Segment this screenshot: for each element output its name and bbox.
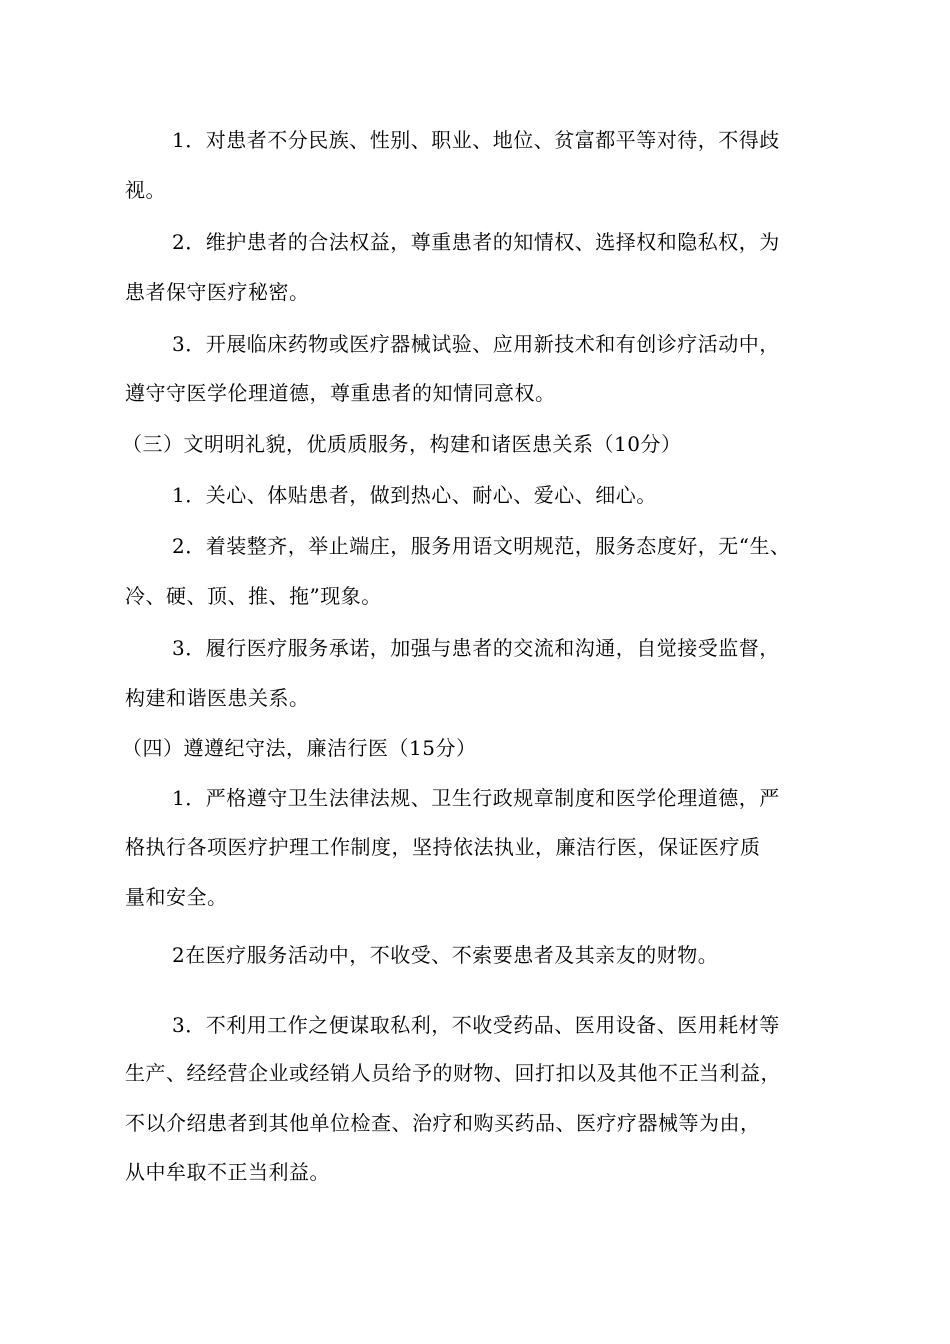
section4-item-1-line-2: 格执行各项医疗护理工作制度，坚持依法执业，廉洁行医，保证医疗质 [125,835,761,859]
section-heading-4: （四）遵遵纪守法，廉洁行医（15分） [122,736,477,760]
item-3-line-1: 3．开展临床药物或医疗器械试验、应用新技术和有创诊疗活动中， [172,332,780,356]
section4-item-1-line-3: 量和安全。 [125,885,228,909]
section4-item-3-line-4: 从中牟取不正当利益。 [125,1160,330,1184]
item-2-line-2: 患者保守医疗秘密。 [125,280,310,304]
section3-item-1: 1．关心、体贴患者，做到热心、耐心、爱心、细心。 [172,483,657,507]
section3-item-2-line-1: 2．着装整齐，举止端庄，服务用语文明规范，服务态度好，无“生、 [172,534,791,558]
item-2-line-1: 2．维护患者的合法权益，尊重患者的知情权、选择权和隐私权，为 [172,230,780,254]
section3-item-3-line-1: 3．履行医疗服务承诺，加强与患者的交流和沟通，自觉接受监督， [172,636,780,660]
section4-item-3-line-1: 3．不利用工作之便谋取私利，不收受药品、医用设备、医用耗材等 [172,1013,780,1037]
section4-item-3-line-2: 生产、经经营企业或经销人员给予的财物、回打扣以及其他不正当利益， [125,1061,781,1085]
item-1-line-2: 视。 [125,178,166,202]
section4-item-2: 2在医疗服务活动中，不收受、不索要患者及其亲友的财物。 [172,943,719,967]
section4-item-3-line-3: 不以介绍患者到其他单位检查、治疗和购买药品、医疗疗器械等为由， [125,1111,761,1135]
item-1-line-1: 1．对患者不分民族、性别、职业、地位、贫富都平等对待，不得歧 [172,128,780,152]
item-3-line-2: 遵守守医学伦理道德，尊重患者的知情同意权。 [125,381,556,405]
section-heading-3: （三）文明明礼貌，优质质服务，构建和诸医患关系（10分） [122,432,682,456]
section4-item-1-line-1: 1．严格遵守卫生法律法规、卫生行政规章制度和医学伦理道德，严 [172,786,780,810]
section3-item-3-line-2: 构建和谐医患关系。 [125,686,310,710]
section3-item-2-line-2: 冷、硬、顶、推、拖”现象。 [125,584,382,608]
